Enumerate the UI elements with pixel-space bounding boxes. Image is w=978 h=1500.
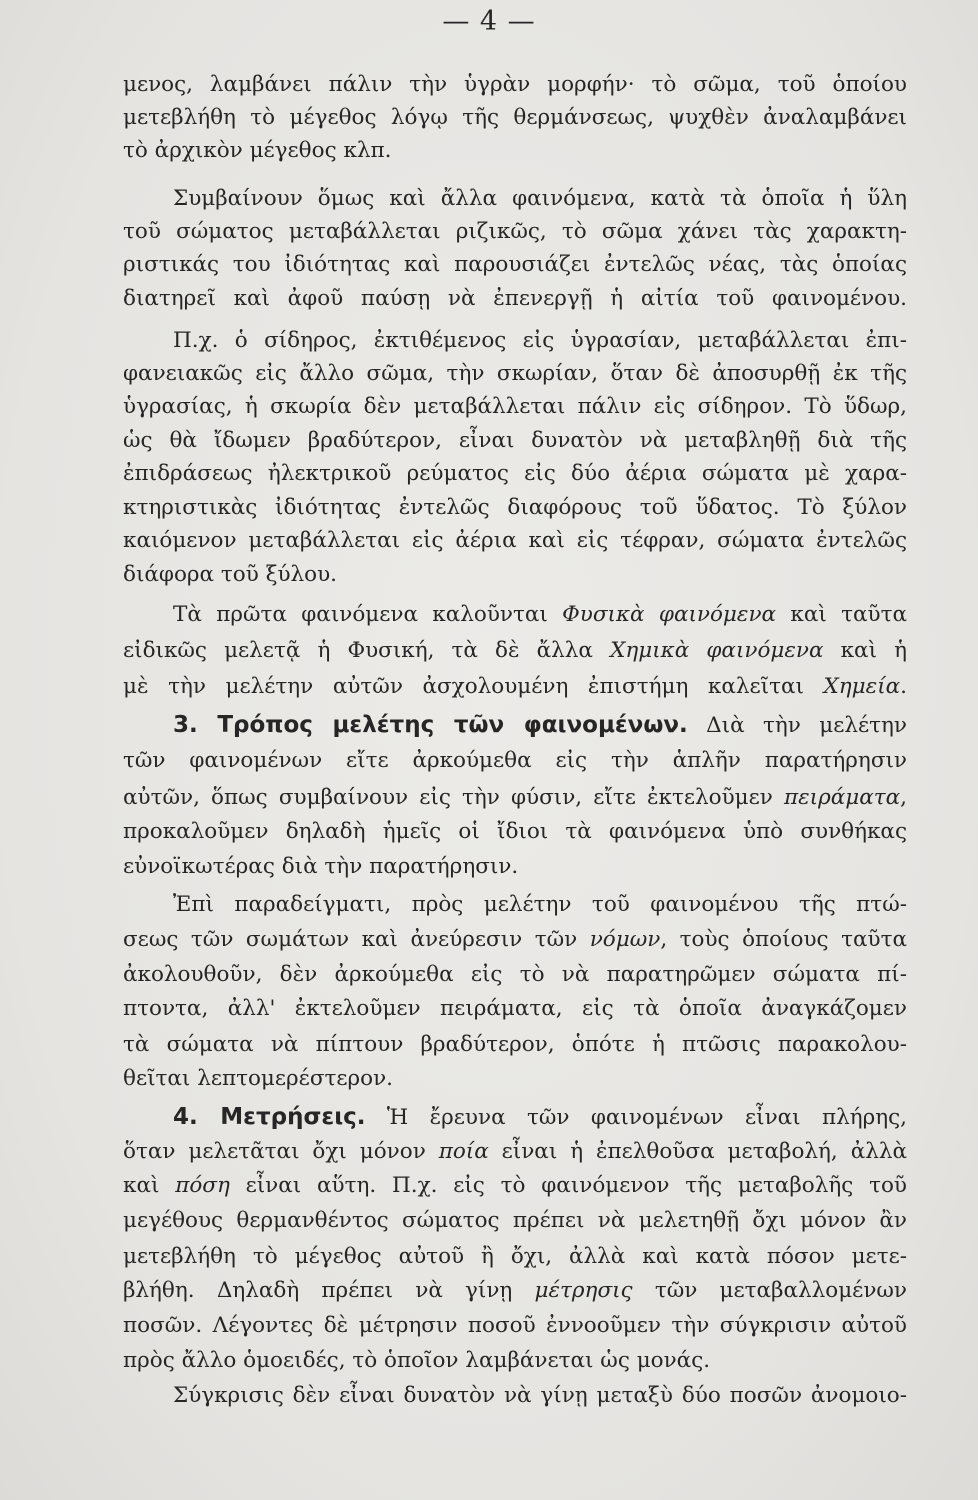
text-line: πτοντα, ἀλλ' ἐκτελοῦμεν πειράματα, εἰς τὰ ὁποῖα ἀναγκάζομεν xyxy=(123,996,907,1021)
text-line: Σύγκρισις δὲν εἶναι δυνατὸν νὰ γίνῃ μεταξὺ δύο ποσῶν ἀνομοιο- xyxy=(173,1383,907,1408)
section-heading-4: 4. Μετρήσεις. Ἡ ἔρευνα τῶν φαινομένων εἶναι πλήρης, xyxy=(173,1104,907,1130)
text-line: Συμβαίνουν ὅμως καὶ ἄλλα φαινόμενα, κατὰ τὰ ὁποῖα ἡ ὕλη xyxy=(173,186,907,211)
text-line: Τὰ πρῶτα φαινόμενα καλοῦνται Φυσικὰ φαινόμενα καὶ ταῦτα xyxy=(173,602,908,627)
text-line: ριστικάς του ἰδιότητας καὶ παρουσιάζει ἐντελῶς νέας, τὰς ὁποίας xyxy=(123,252,907,277)
text-line: κτηριστικὰς ἰδιότητας ἐντελῶς διαφόρους τοῦ ὕδατος. Τὸ ξύλον xyxy=(123,495,907,520)
text-line: καὶ πόση εἶναι αὕτη. Π.χ. εἰς τὸ φαινόμενον τῆς μεταβολῆς τοῦ xyxy=(123,1173,907,1198)
text-line: τὸ ἀρχικὸν μέγεθος κλπ. xyxy=(123,138,392,163)
text-line: διατηρεῖ καὶ ἀφοῦ παύσῃ νὰ ἐπενεργῇ ἡ αἰτία τοῦ φαινομένου. xyxy=(123,286,907,311)
text-line: μὲ τὴν μελέτην αὐτῶν ἀσχολουμένη ἐπιστήμη καλεῖται Χημεία. xyxy=(123,674,907,699)
page-number: — 4 — xyxy=(442,6,536,37)
text-line: προκαλοῦμεν δηλαδὴ ἡμεῖς οἱ ἴδιοι τὰ φαινόμενα ὑπὸ συνθήκας xyxy=(123,819,907,844)
text-line: ὅταν μελετᾶται ὄχι μόνον ποία εἶναι ἡ ἐπελθοῦσα μεταβολή, ἀλλὰ xyxy=(123,1139,907,1164)
text-line: μεγέθους θερμανθέντος σώματος πρέπει νὰ μελετηθῇ ὄχι μόνον ἂν xyxy=(123,1208,907,1233)
text-line: μετεβλήθη τὸ μέγεθος λόγῳ τῆς θερμάνσεως, ψυχθὲν ἀναλαμβάνει xyxy=(123,105,907,130)
text-line: καιόμενον μεταβάλλεται εἰς ἀέρια καὶ εἰς τέφραν, σώματα ἐντελῶς xyxy=(123,528,907,553)
text-line: σεως τῶν σωμάτων καὶ ἀνεύρεσιν τῶν νόμων, τοὺς ὁποίους ταῦτα xyxy=(123,927,907,952)
text-line: διάφορα τοῦ ξύλου. xyxy=(123,562,338,587)
text-line: ποσῶν. Λέγοντες δὲ μέτρησιν ποσοῦ ἐννοοῦμεν τὴν σύγκρισιν αὐτοῦ xyxy=(123,1313,907,1338)
text-line: μετεβλήθη τὸ μέγεθος αὐτοῦ ἢ ὄχι, ἀλλὰ καὶ κατὰ πόσον μετε- xyxy=(123,1244,907,1269)
text-line: Π.χ. ὁ σίδηρος, ἐκτιθέμενος εἰς ὑγρασίαν, μεταβάλλεται ἐπι- xyxy=(173,328,907,353)
text-line: Ἐπὶ παραδείγματι, πρὸς μελέτην τοῦ φαινομένου τῆς πτώ- xyxy=(173,892,907,917)
text-line: τῶν φαινομένων εἴτε ἀρκούμεθα εἰς τὴν ἁπλῆν παρατήρησιν xyxy=(123,748,907,773)
text-line: ὡς θὰ ἴδωμεν βραδύτερον, εἶναι δυνατὸν νὰ μεταβληθῇ διὰ τῆς xyxy=(123,428,907,453)
text-line: φανειακῶς εἰς ἄλλο σῶμα, τὴν σκωρίαν, ὅταν δὲ ἀποσυρθῇ ἐκ τῆς xyxy=(123,361,907,386)
text-line: μενος, λαμβάνει πάλιν τὴν ὑγρὰν μορφήν· τὸ σῶμα, τοῦ ὁποίου xyxy=(123,72,907,97)
text-line: ἐπιδράσεως ἠλεκτρικοῦ ρεύματος εἰς δύο ἀέρια σώματα μὲ χαρα- xyxy=(123,461,907,486)
text-line: ὑγρασίας, ἡ σκωρία δὲν μεταβάλλεται πάλιν εἰς σίδηρον. Τὸ ὕδωρ, xyxy=(123,394,907,419)
text-line: πρὸς ἄλλο ὁμοειδές, τὸ ὁποῖον λαμβάνεται ὡς μονάς. xyxy=(123,1348,711,1373)
text-line: εὐνοϊκωτέρας διὰ τὴν παρατήρησιν. xyxy=(123,854,519,879)
text-line: αὐτῶν, ὅπως συμβαίνουν εἰς τὴν φύσιν, εἴτε ἐκτελοῦμεν πειράματα, xyxy=(123,785,907,810)
text-line: τὰ σώματα νὰ πίπτουν βραδύτερον, ὁπότε ἡ πτῶσις παρακολου- xyxy=(123,1032,907,1057)
text-line: τοῦ σώματος μεταβάλλεται ριζικῶς, τὸ σῶμα χάνει τὰς χαρακτη- xyxy=(123,219,907,244)
text-line: βλήθη. Δηλαδὴ πρέπει νὰ γίνῃ μέτρησις τῶν μεταβαλλομένων xyxy=(123,1278,907,1303)
section-heading-3: 3. Τρόπος μελέτης τῶν φαινομένων. Διὰ τὴν μελέτην xyxy=(173,712,908,738)
text-line: θεῖται λεπτομερέστερον. xyxy=(123,1066,394,1091)
text-line: εἰδικῶς μελετᾷ ἡ Φυσική, τὰ δὲ ἄλλα Χημικὰ φαινόμενα καὶ ἡ xyxy=(123,638,907,663)
text-line: ἀκολουθοῦν, δὲν ἀρκούμεθα εἰς τὸ νὰ παρατηρῶμεν σώματα πί- xyxy=(123,962,907,987)
